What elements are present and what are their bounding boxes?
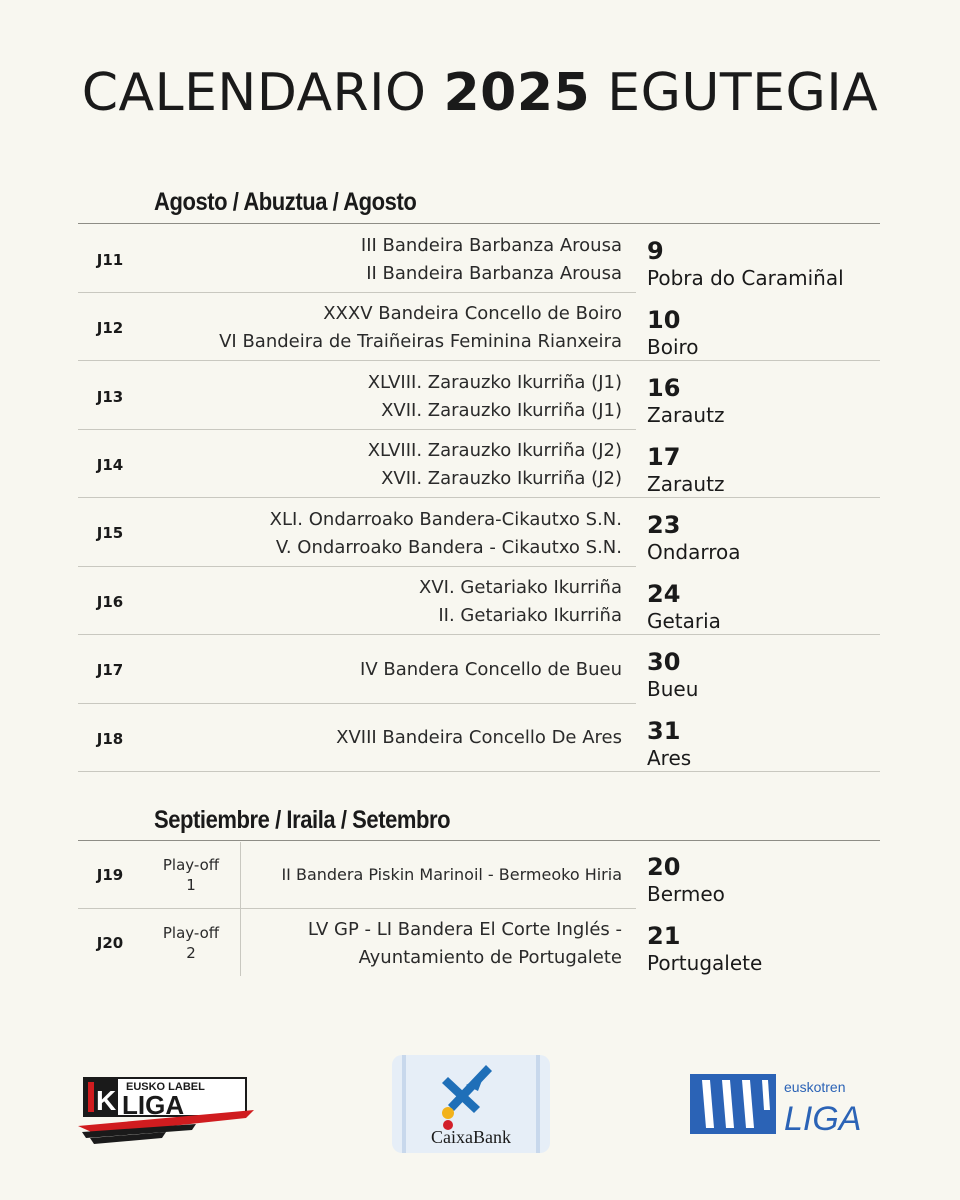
race-place: Pobra do Caramiñal [647, 266, 844, 290]
column-divider [240, 842, 241, 976]
row-divider [78, 908, 636, 909]
round-number: J11 [96, 251, 124, 269]
event-name: II. Getariako Ikurriña [438, 605, 622, 626]
month-heading-september: Septiembre / Iraila / Setembro [154, 806, 451, 834]
row-divider [78, 497, 880, 498]
title-prefix: CALENDARIO [81, 63, 427, 123]
playoff-label [146, 923, 236, 963]
eusko-label-text: EUSKO LABEL [126, 1081, 205, 1093]
row-divider [78, 566, 636, 567]
event-name: II Bandeira Barbanza Arousa [366, 263, 622, 284]
playoff-text: Play-off [162, 924, 220, 942]
caixabank-text: CaixaBank [431, 1127, 511, 1147]
race-day: 20 [647, 853, 681, 881]
event-names [368, 369, 622, 425]
race-day: 30 [647, 648, 681, 676]
race-day: 23 [647, 511, 681, 539]
playoff-number: 2 [186, 944, 196, 962]
playoff-label [146, 855, 236, 895]
playoff-number: 1 [186, 876, 196, 894]
event-names [419, 574, 622, 630]
eusko-label-liga-logo [76, 1068, 258, 1148]
section-divider [78, 223, 880, 224]
event-name: XLVIII. Zarauzko Ikurriña (J1) [367, 372, 622, 393]
month-heading-august: Agosto / Abuztua / Agosto [154, 188, 417, 216]
event-name: XVII. Zarauzko Ikurriña (J2) [381, 468, 622, 489]
race-day: 17 [647, 443, 681, 471]
round-number: J17 [96, 661, 124, 679]
event-name: LV GP - LI Bandera El Corte Inglés - [307, 919, 622, 940]
row-divider [78, 429, 636, 430]
race-day: 9 [647, 237, 664, 265]
race-place: Ondarroa [647, 540, 741, 564]
event-name: XVIII Bandeira Concello De Ares [336, 727, 622, 748]
event-name: IV Bandera Concello de Bueu [360, 659, 622, 680]
eusko-mark-letter: K [96, 1085, 117, 1116]
row-divider [78, 360, 880, 361]
event-names [281, 861, 622, 889]
race-place: Zarautz [647, 403, 725, 427]
race-day: 10 [647, 306, 681, 334]
row-divider [78, 634, 880, 635]
event-names [219, 300, 622, 356]
event-names [368, 437, 622, 493]
round-number: J13 [96, 388, 124, 406]
eusko-liga-text: LIGA [122, 1090, 185, 1120]
event-name: II Bandera Piskin Marinoil - Bermeoko Hiria [281, 865, 622, 884]
euskotren-liga-logo [688, 1070, 874, 1140]
round-number: J20 [96, 934, 124, 952]
event-name: Ayuntamiento de Portugalete [358, 947, 622, 968]
event-name: XLVIII. Zarauzko Ikurriña (J2) [367, 440, 622, 461]
event-names [270, 506, 622, 562]
event-names [360, 656, 622, 684]
event-name: XLI. Ondarroako Bandera-Cikautxo S.N. [269, 509, 622, 530]
race-place: Bueu [647, 677, 699, 701]
race-day: 16 [647, 374, 681, 402]
race-place: Boiro [647, 335, 699, 359]
race-place: Portugalete [647, 951, 763, 975]
race-day: 31 [647, 717, 681, 745]
euskotren-text: euskotren [784, 1079, 846, 1095]
playoff-text: Play-off [162, 856, 220, 874]
title-year: 2025 [443, 63, 591, 123]
section-divider [78, 840, 880, 841]
round-number: J16 [96, 593, 124, 611]
row-divider [78, 292, 636, 293]
title-suffix: EGUTEGIA [607, 63, 879, 123]
round-number: J19 [96, 866, 124, 884]
row-divider [78, 703, 636, 704]
event-names [336, 724, 622, 752]
round-number: J14 [96, 456, 124, 474]
race-day: 21 [647, 922, 681, 950]
race-place: Ares [647, 746, 692, 770]
caixabank-logo [392, 1055, 550, 1153]
event-names [361, 232, 622, 288]
race-place: Zarautz [647, 472, 725, 496]
race-place: Bermeo [647, 882, 725, 906]
round-number: J12 [96, 319, 124, 337]
event-name: III Bandeira Barbanza Arousa [360, 235, 622, 256]
event-name: VI Bandeira de Traiñeiras Feminina Rianxeira [219, 331, 622, 352]
row-divider [78, 771, 880, 772]
round-number: J18 [96, 730, 124, 748]
race-day: 24 [647, 580, 681, 608]
event-name: V. Ondarroako Bandera - Cikautxo S.N. [275, 537, 622, 558]
event-name: XXXV Bandeira Concello de Boiro [323, 303, 622, 324]
race-place: Getaria [647, 609, 721, 633]
event-names [308, 916, 622, 972]
page-title [0, 62, 960, 124]
round-number: J15 [96, 524, 124, 542]
euskotren-liga-text: LIGA [784, 1100, 862, 1138]
event-name: XVI. Getariako Ikurriña [419, 577, 622, 598]
event-name: XVII. Zarauzko Ikurriña (J1) [381, 400, 622, 421]
